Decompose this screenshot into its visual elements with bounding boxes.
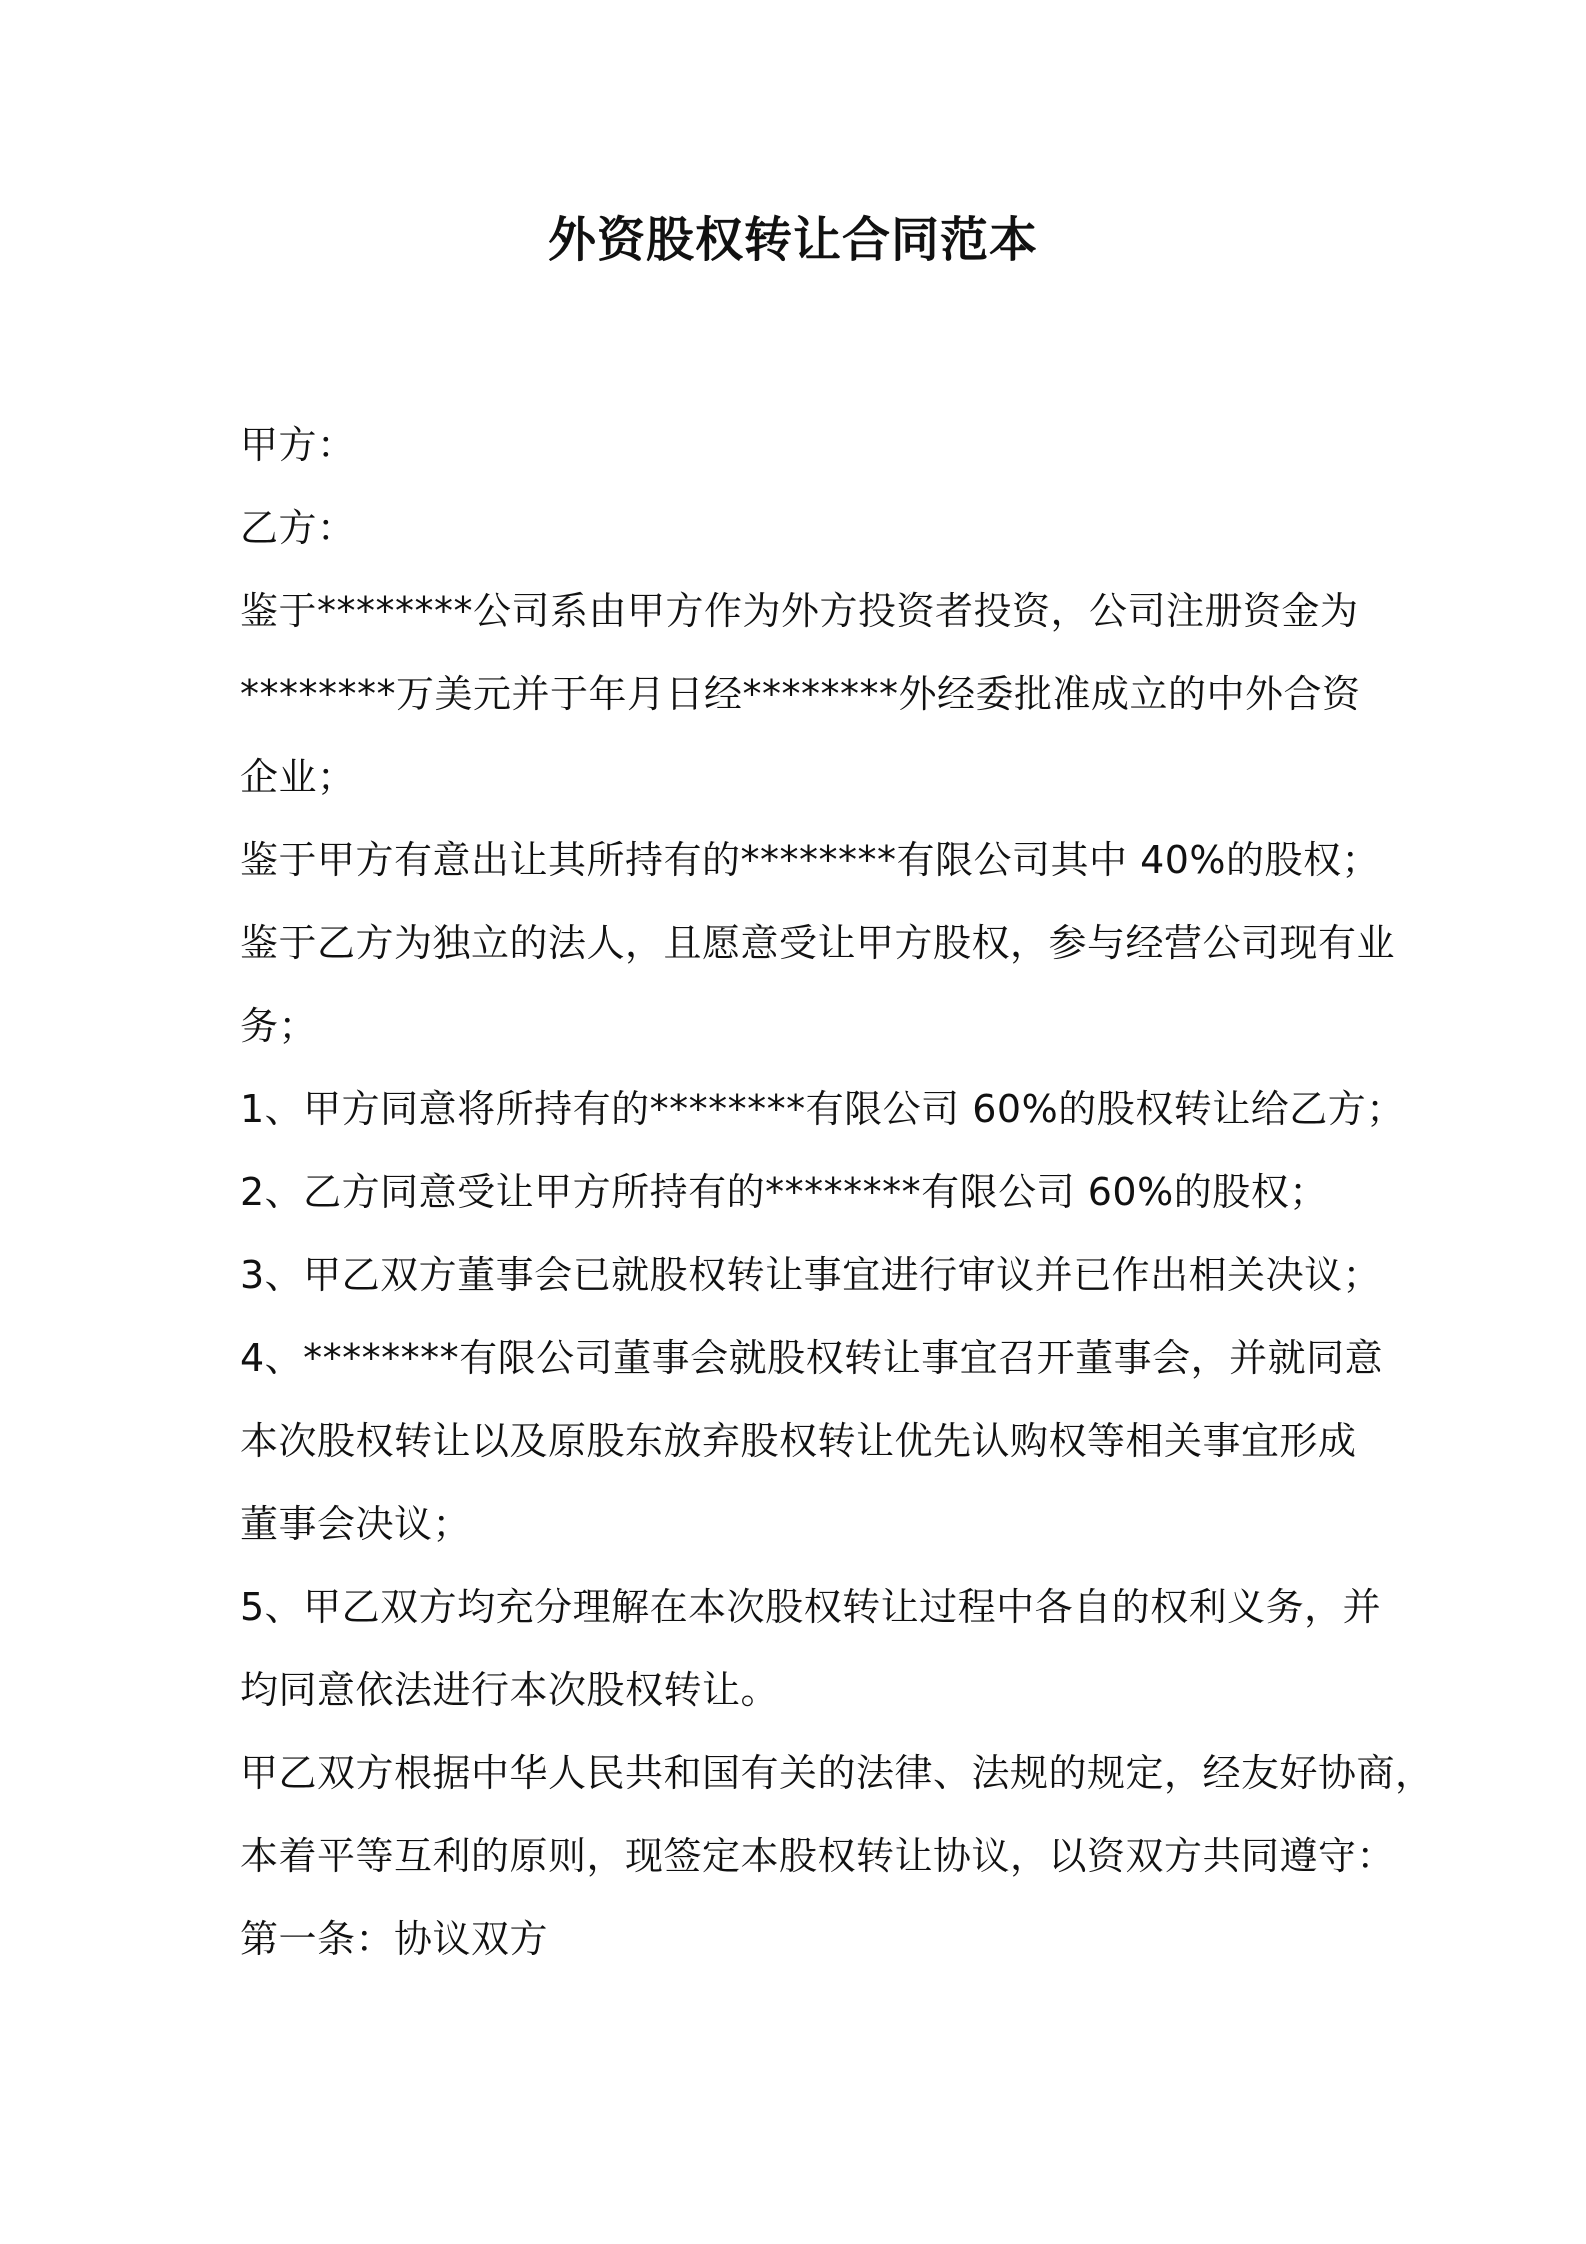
recital-line: 鉴于甲方有意出让其所持有的********有限公司其中 40%的股权； <box>240 838 1381 882</box>
article-heading: 第一条：协议双方 <box>240 1917 549 1961</box>
document-title: 外资股权转让合同范本 <box>547 212 1038 268</box>
party-a-line: 甲方： <box>240 423 356 467</box>
agreement-line: 本着平等互利的原则，现签定本股权转让协议，以资双方共同遵守： <box>240 1834 1396 1878</box>
agreement-line: 甲乙双方根据中华人民共和国有关的法律、法规的规定，经友好协商， <box>240 1751 1434 1795</box>
recital-line: 企业； <box>240 755 356 799</box>
clause-line: 均同意依法进行本次股权转让。 <box>240 1668 780 1712</box>
recital-line: 鉴于乙方为独立的法人，且愿意受让甲方股权，参与经营公司现有业 <box>240 921 1396 965</box>
clause-line: 1、甲方同意将所持有的********有限公司 60%的股权转让给乙方； <box>240 1087 1405 1131</box>
recital-line: 鉴于********公司系由甲方作为外方投资者投资，公司注册资金为 <box>240 589 1359 633</box>
recital-line: ********万美元并于年月日经********外经委批准成立的中外合资 <box>240 672 1361 716</box>
clause-line: 4、********有限公司董事会就股权转让事宜召开董事会，并就同意 <box>240 1336 1384 1380</box>
clause-line: 本次股权转让以及原股东放弃股权转让优先认购权等相关事宜形成 <box>240 1419 1357 1463</box>
document-body <box>240 404 1434 1981</box>
clause-line: 3、甲乙双方董事会已就股权转让事宜进行审议并已作出相关决议； <box>240 1253 1382 1297</box>
recital-line: 务； <box>240 1004 318 1048</box>
clause-line: 5、甲乙双方均充分理解在本次股权转让过程中各自的权利义务，并 <box>240 1585 1382 1629</box>
party-b-line: 乙方： <box>240 506 356 550</box>
clause-line: 董事会决议； <box>240 1502 472 1546</box>
clause-line: 2、乙方同意受让甲方所持有的********有限公司 60%的股权； <box>240 1170 1328 1214</box>
